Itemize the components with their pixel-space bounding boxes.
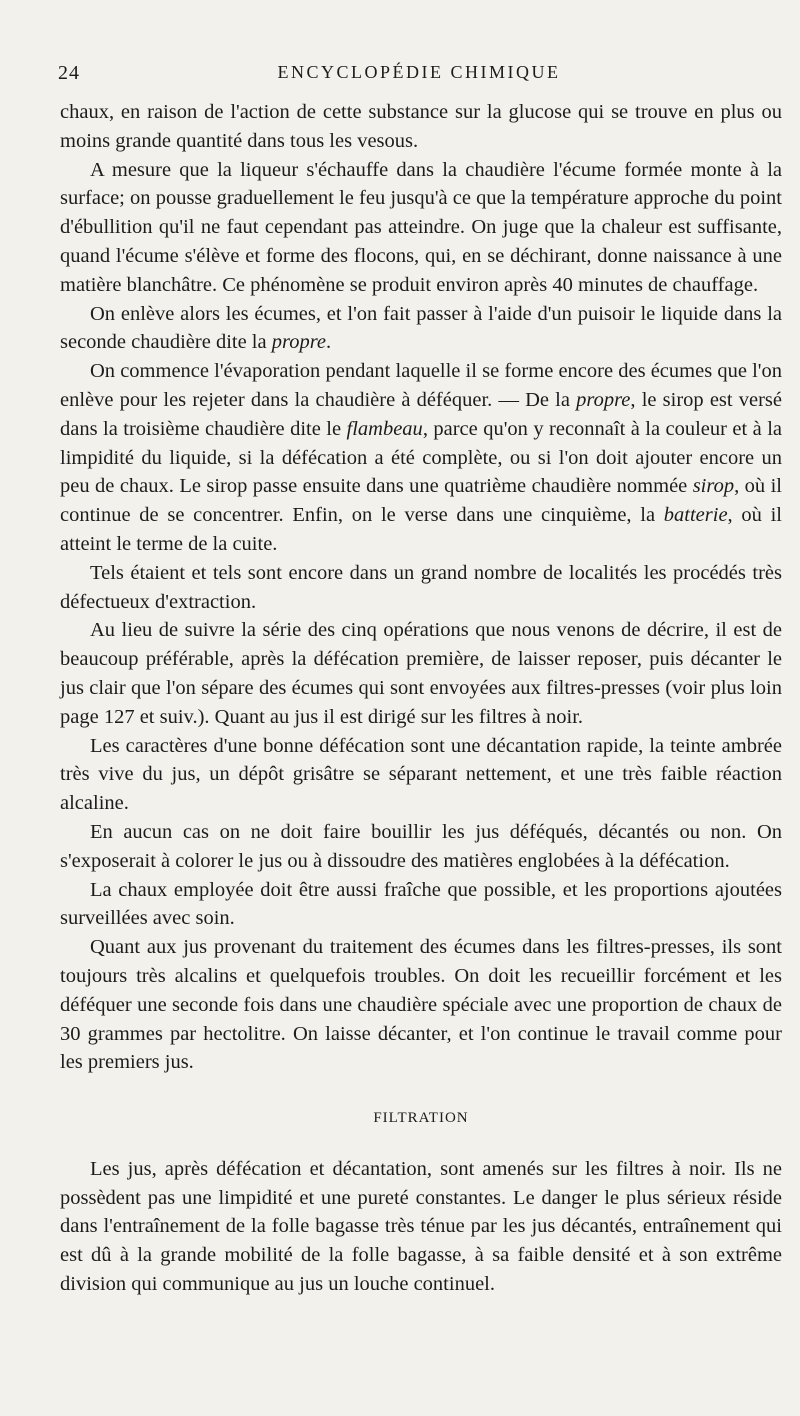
paragraph: Les caractères d'une bonne défécation sont une décantation rapide, la teinte ambrée très vive du jus, un dépôt grisâtre se séparant nettement, et une très faible réaction alcaline. — [60, 734, 782, 815]
paragraph: chaux, en raison de l'action de cette substance sur la glucose qui se trouve en plus ou moins grande quantité dans tous les vesous. — [60, 101, 782, 152]
page-number: 24 — [58, 62, 80, 84]
running-head — [58, 62, 780, 88]
paragraph: Les jus, après défécation et décantation, sont amenés sur les filtres à noir. Ils ne possèdent pas une limpidité et une pureté constantes. Le danger le plus sérieux réside dans l'entraînement de la folle bagasse très ténue par les jus décantés, entraînement qui est dû à la grande mobilité de la folle bagasse, à sa faible densité et à son extrême division qui communique au jus un louche continuel. — [60, 1157, 782, 1296]
text-run: , le sirop est versé dans la troisième chaudière dite le — [60, 388, 782, 440]
paragraph: En aucun cas on ne doit faire bouillir les jus déféqués, décantés ou non. On s'exposerait à colorer le jus ou à dissoudre des matières englobées à la défécation. — [60, 820, 782, 872]
paragraph: A mesure que la liqueur s'échauffe dans la chaudière l'écume formée monte à la surface; on pousse graduellement le feu jusqu'à ce que la température approche du point d'ébullition qu'il ne faut cependant pas atteindre. On juge que la chaleur est suffisante, quand l'écume s'élève et forme des flocons, qui, en se déchirant, donne naissance à une matière blanchâtre. Ce phénomène se produit environ après 40 minutes de chauffage. — [60, 158, 782, 296]
italic-term: sirop — [692, 475, 735, 498]
paragraph: Quant aux jus provenant du traitement des écumes dans les filtres-presses, ils sont toujours très alcalins et quelquefois troubles. On doit les recueillir forcément et les déféquer une seconde fois dans une chaudière spéciale avec une proportion de chaux de 30 grammes par hectolitre. On laisse décanter, et l'on continue le travail comme pour les premiers jus. — [60, 936, 782, 1074]
italic-term: flambeau — [346, 417, 423, 440]
body-text — [60, 98, 782, 1299]
text-run: , où il continue de se concentrer. Enfin, on le verse dans une cinquième, la — [60, 475, 782, 527]
text-run: On enlève alors les écumes, et l'on fait passer à l'aide d'un puisoir le liquide dans la seconde chaudière dite la — [60, 302, 782, 354]
paragraph: Tels étaient et tels sont encore dans un grand nombre de localités les procédés très défectueux d'extraction. — [60, 561, 782, 613]
italic-term: batterie — [663, 504, 728, 527]
italic-term: propre — [271, 331, 327, 354]
paragraph: Au lieu de suivre la série des cinq opérations que nous venons de décrire, il est de beaucoup préférable, après la défécation première, de laisser reposer, puis décanter le jus clair que l'on sépare des écumes qui sont envoyées aux filtres-presses (voir plus loin page 127 et suiv.). Quant au jus il est dirigé sur les filtres à noir. — [60, 619, 782, 728]
text-run: . — [326, 331, 332, 354]
text-run: , où il atteint le terme de la cuite. — [60, 504, 782, 555]
text-run: , parce qu'on y reconnaît à la couleur et à la limpidité du liquide, si la défécation a été complète, ou si l'on doit ajouter encore un peu de chaux. Le sirop passe ensuite dans une quatrième chaudière nommée — [60, 417, 782, 498]
paragraph — [60, 300, 782, 358]
paragraph: La chaux employée doit être aussi fraîche que possible, et les proportions ajoutées surveillées avec soin. — [60, 878, 782, 930]
italic-term: propre — [576, 388, 631, 411]
paragraph — [60, 357, 782, 559]
section-heading: FILTRATION — [373, 1110, 469, 1127]
running-title: ENCYCLOPÉDIE CHIMIQUE — [277, 62, 561, 82]
text-run: On commence l'évaporation pendant laquelle il se forme encore des écumes que l'on enlève pour les rejeter dans la chaudière à déféquer. — De la — [60, 360, 782, 411]
